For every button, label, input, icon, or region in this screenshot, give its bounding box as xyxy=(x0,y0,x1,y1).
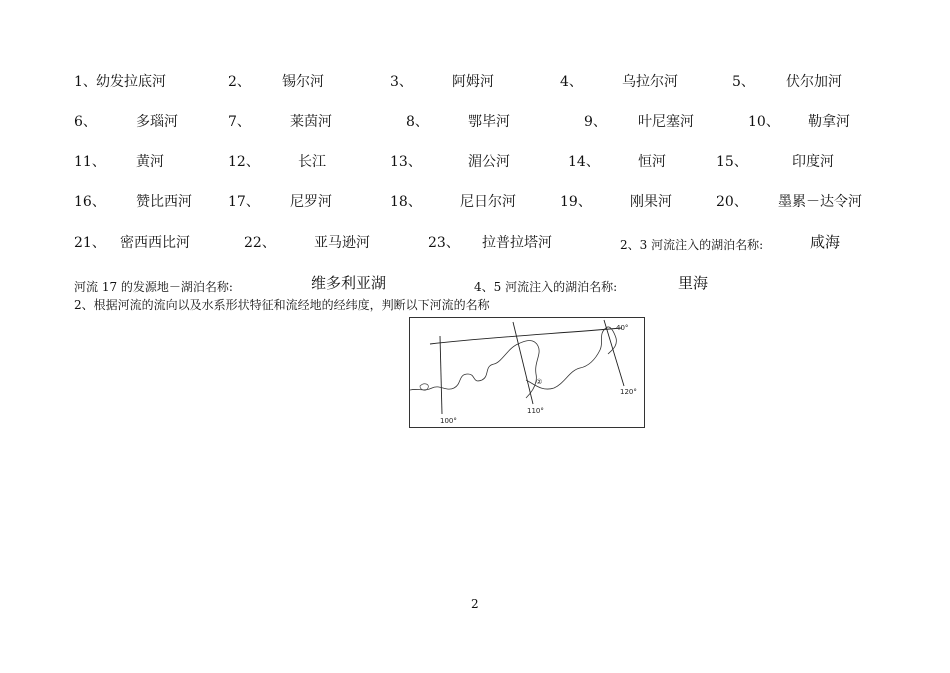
river-map-figure xyxy=(409,317,645,428)
river-3-number: 3、 xyxy=(390,74,413,90)
river-1-number: 1、 xyxy=(74,74,97,90)
river-16-number: 16、 xyxy=(74,194,106,210)
longitude-label-100: 100° xyxy=(440,417,457,425)
page-number: 2 xyxy=(471,597,479,611)
river-9-number: 9、 xyxy=(584,114,607,130)
river-20-number: 20、 xyxy=(716,194,748,210)
lake-23-answer: 咸海 xyxy=(810,233,841,251)
river-12-number: 12、 xyxy=(228,154,260,170)
latitude-line xyxy=(430,328,622,344)
river-17-name: 尼罗河 xyxy=(290,194,332,210)
river-2-number: 2、 xyxy=(228,74,251,90)
river-15-number: 15、 xyxy=(716,154,748,170)
river-9-name: 叶尼塞河 xyxy=(638,114,694,130)
river-13-name: 湄公河 xyxy=(468,154,510,170)
river-23-number: 23、 xyxy=(428,235,460,251)
lake-45-answer: 里海 xyxy=(678,274,709,292)
river-6-name: 多瑙河 xyxy=(136,114,178,130)
river-2-name: 锡尔河 xyxy=(282,74,324,90)
meridian-110 xyxy=(513,322,533,404)
river-1-name: 幼发拉底河 xyxy=(96,74,166,90)
lake-shape xyxy=(420,384,428,390)
river-17-number: 17、 xyxy=(228,194,260,210)
river-7-name: 莱茵河 xyxy=(290,114,332,130)
river-22-name: 亚马逊河 xyxy=(314,235,370,251)
river-14-name: 恒河 xyxy=(638,154,666,170)
river-12-name: 长江 xyxy=(298,154,326,170)
river-14-number: 14、 xyxy=(568,154,600,170)
river-23-name: 拉普拉塔河 xyxy=(482,235,552,251)
meridian-100 xyxy=(440,336,442,414)
river-15-name: 印度河 xyxy=(792,154,834,170)
river-16-name: 赞比西河 xyxy=(136,194,192,210)
river-13-number: 13、 xyxy=(390,154,422,170)
river-11-number: 11、 xyxy=(74,154,106,170)
river-10-number: 10、 xyxy=(748,114,780,130)
river-10-name: 勒拿河 xyxy=(808,114,850,130)
river-7-number: 7、 xyxy=(228,114,251,130)
latitude-label: 40° xyxy=(616,324,629,332)
river-21-number: 21、 xyxy=(74,235,106,251)
river-18-number: 18、 xyxy=(390,194,422,210)
river-8-name: 鄂毕河 xyxy=(468,114,510,130)
river-8-number: 8、 xyxy=(406,114,429,130)
river-21-name: 密西西比河 xyxy=(120,235,190,251)
lake-45-question-label: 4、5 河流注入的湖泊名称: xyxy=(474,280,618,294)
river-4-name: 乌拉尔河 xyxy=(622,74,678,90)
river-circle-marker: ② xyxy=(536,378,543,386)
river-6-number: 6、 xyxy=(74,114,97,130)
river-5-name: 伏尔加河 xyxy=(786,74,842,90)
lake-23-question-label: 2、3 河流注入的湖泊名称: xyxy=(620,238,764,252)
river-22-number: 22、 xyxy=(244,235,276,251)
river-5-number: 5、 xyxy=(732,74,755,90)
river-map-svg xyxy=(410,318,644,427)
river-3-name: 阿姆河 xyxy=(452,74,494,90)
source-17-answer: 维多利亚湖 xyxy=(311,274,387,292)
source-17-question-label: 河流 17 的发源地－湖泊名称: xyxy=(74,280,233,294)
longitude-label-110: 110° xyxy=(527,407,544,415)
question-2-text: 2、根据河流的流向以及水系形状特征和流经地的经纬度，判断以下河流的名称 xyxy=(74,298,490,312)
river-19-name: 刚果河 xyxy=(630,194,672,210)
longitude-label-120: 120° xyxy=(620,388,637,396)
river-4-number: 4、 xyxy=(560,74,583,90)
river-20-name: 墨累－达令河 xyxy=(778,194,862,210)
river-19-number: 19、 xyxy=(560,194,592,210)
river-11-name: 黄河 xyxy=(136,154,164,170)
river-18-name: 尼日尔河 xyxy=(460,194,516,210)
